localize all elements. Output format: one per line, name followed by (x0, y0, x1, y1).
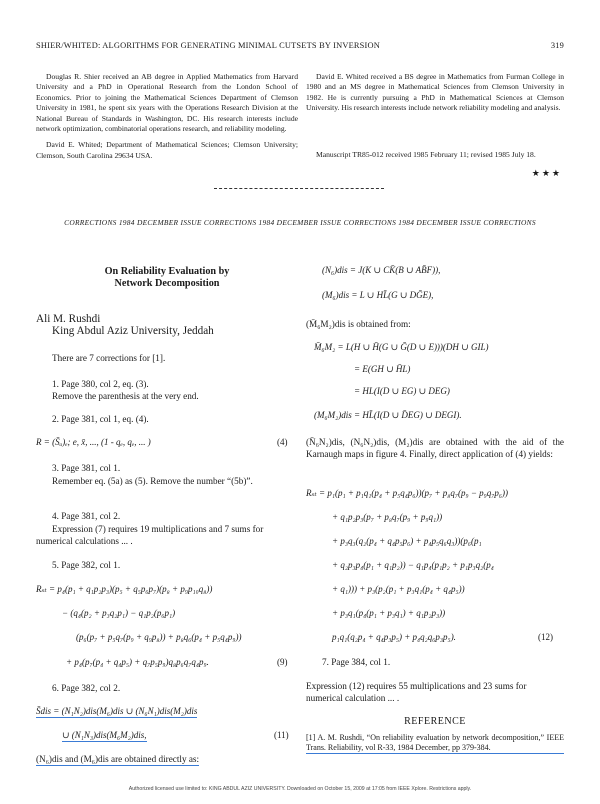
equation-9-line-3: (p₆(p₇ + p₅q₇(p₉ + q₉p₈)) + p₈q₆(p₄ + p₅q₄p₉)) (76, 632, 242, 642)
equation-12-line-7: p₁q₁(q₂p₄ + q₄p₃p₅) + p₄q₂q₆p₃p₅). (332, 632, 456, 642)
correction-1 (52, 378, 292, 402)
author-affiliation: King Abdul Aziz University, Jeddah (52, 325, 214, 337)
correction-4-head: 4. Page 381, col 2. (52, 511, 121, 521)
reference-1[interactable]: [1] A. M. Rushdi, “On reliability evaluation by network decomposition,” IEEE Trans. Reliability, vol R-33, 1984 December, pp 379-384. (306, 733, 564, 754)
title-line-2: Network Decomposition (114, 278, 220, 289)
equation-9-line-1: Rₛₜ = p₄(p₁ + q₁p₂p₃)(p₅ + q₅p₆p₇)(p₈ + p₉p₁₀q₈)) (36, 584, 213, 594)
corrections-banner: CORRECTIONS 1984 DECEMBER ISSUE CORRECTIONS 1984 DECEMBER ISSUE CORRECTIONS 1984 DECEMBER ISSUE CORRECTIONS (64, 218, 536, 227)
equation-11-line-2: ∪ (N₁N₃)dis(M₆M₂)dis, (62, 730, 147, 740)
equation-12-line-2: + q₁p₂p₃(p₇ + p₈q₇(p₉ + p₉q₁)) (332, 512, 443, 522)
page-header (36, 41, 564, 55)
equation-9-line-2: − (q₄(p₂ + p₃q₂p₁) − q₁p₂(p₆p₁) (62, 608, 176, 618)
equation-9-line-4: + p₄(p₇(p₄ + q₄p₅) + q₇p₅p₉)q₈p₆q₇q₄p₉. (66, 657, 209, 667)
equation-11-number: (11) (274, 730, 289, 740)
bio-whited (306, 72, 564, 114)
equation-4-number: (4) (277, 437, 288, 447)
equation-12-number: (12) (538, 632, 553, 642)
reference-heading: REFERENCE (404, 716, 466, 727)
correction-1-head: 1. Page 380, col 2, eq. (3). (52, 379, 149, 389)
correction-4-body: Expression (7) requires 19 multiplications and 7 sums for numerical calculations ... . (36, 524, 264, 547)
bio-shier (36, 72, 298, 161)
bio-whited-text: David E. Whited received a BS degree in Mathematics from Furman College in 1980 and an MS degree in Mathematical Sciences from Clemson University in 1982. He is currently pursuing a PhD in Mathematical Sciences at Clemson University. His research interests include network reliability modeling and analysis. (306, 72, 564, 113)
equation-12-line-5: + q₁))) + p₃(p₂(p₁ + p₃q₁(p₄ + q₄p₅)) (332, 584, 465, 594)
correction-2-head: 2. Page 381, col 1, eq. (4). (52, 414, 149, 424)
correction-5-head: 5. Page 382, col 1. (52, 560, 121, 570)
after-equation-11: (N₆)dis and (M₆)dis are obtained directly as: (36, 753, 199, 766)
section-divider (214, 188, 384, 189)
equation-4: R = (S̄ₐ)ₑ; e, x̄, ..., (1 - qₑ, qₑ, ... ) (36, 437, 151, 447)
mm-line-2: = E(GH ∪ H̄L) (354, 364, 411, 374)
correction-6-head: 6. Page 382, col 2. (52, 683, 121, 693)
equation-m6: (M₆)dis = L ∪ HL̄(G ∪ DḠE), (322, 290, 434, 300)
article-title (36, 266, 298, 290)
equation-12-line-6: + p₃q₁(p₄(p₁ + p₃q₁) + q₁p₂p₃)) (332, 608, 446, 618)
mm-line-1: M̄₆M₂ = L(H ∪ H̄(G ∪ Ḡ(D ∪ E)))(DH ∪ GIL) (314, 342, 489, 352)
bio-shier-text: Douglas R. Shier received an AB degree in Applied Mathematics from Harvard University and a PhD in Operational Research from the London School of Economics. Prior to joining the Mathematical Sciences Department of Clemson University in 1981, he spent six years with the Operations Research Division at the National Bureau of Standards in Washington, DC. His research interests include network optimization, combinatorial operations research, and reliability modeling. (36, 72, 298, 134)
equation-12-line-1: Rₛₜ = p₁(p₁ + p₁q₁(p₄ + p₅q₄p₆))(p₇ + p₈q₇(p₉ − p₉q₇p₆)) (306, 488, 509, 498)
download-notice: Authorized licensed use limited to: KING ABDUL AZIZ UNIVERSITY. Downloaded on October 15, 2009 at 17:05 from IEEE Xplore. Restrictions apply. (128, 786, 472, 792)
equation-12-line-4: + q₂p₃p₄(p₁ + q₁p₂)) − q₁p₄(p₁p₂ + p₁p₃q₂(p₄ (332, 560, 494, 570)
equation-9-number: (9) (277, 657, 288, 667)
equation-12-line-3: + p₃q₃(q₂(p₄ + q₄p₅p₆) + p₄p₅q₆q₃))(p₆(p₁ (332, 536, 482, 546)
end-stars: ★★★ (531, 168, 562, 178)
page-number: 319 (550, 41, 564, 50)
equation-n6: (N₆)dis = J(K ∪ CK̄(B ∪ AB̄F)), (322, 265, 441, 275)
intro-text: There are 7 corrections for [1]. (52, 353, 166, 363)
equation-11-line-1: S̄dis = (N₁N₂)dis(M₆)dis ∪ (N₆N₁)dis(M₂)dis (36, 706, 198, 716)
correction-7-body: Expression (12) requires 55 multiplications and 23 sums for numerical calculation ... . (306, 681, 527, 704)
correction-7-head: 7. Page 384, col 1. (322, 657, 391, 667)
karnaugh-paragraph: (N̄₆N₂)dis, (N₆N₂)dis, (M₂)dis are obtained with the aid of the Karnaugh maps in figure 4. Finally, direct application of (4) yields: (306, 437, 564, 460)
mm-intro: (M̄₆M₂)dis is obtained from: (306, 319, 411, 329)
mm-line-3: = HL(I(D ∪ EG) ∪ DEG) (354, 386, 450, 396)
manuscript-note: Manuscript TR85-012 received 1985 February 11; revised 1985 July 18. (316, 150, 536, 159)
title-line-1: On Reliability Evaluation by (104, 266, 230, 277)
mm-line-4: (M₆M₂)dis = HL̄(I(D ∪ D̄EG) ∪ DEGI). (314, 410, 462, 420)
correction-1-body: Remove the parenthesis at the very end. (52, 391, 199, 402)
correction-3-head: 3. Page 381, col 1. (52, 463, 121, 473)
running-head: SHIER/WHITED: ALGORITHMS FOR GENERATING MINIMAL CUTSETS BY INVERSION (36, 41, 381, 50)
author-name: Ali M. Rushdi (36, 313, 101, 325)
bio-whited-address: David E. Whited; Department of Mathematical Sciences; Clemson University; Clemson, South Carolina 29634 USA. (36, 140, 298, 160)
correction-3-body: Remember eq. (5a) as (5). Remove the number “(5b)”. (52, 476, 253, 486)
